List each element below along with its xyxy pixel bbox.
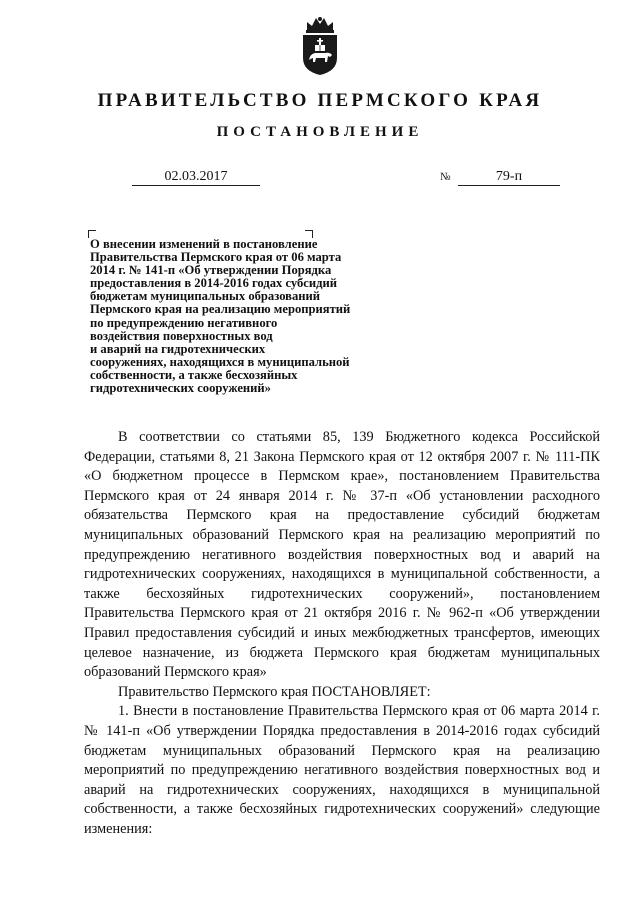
subject-line: Пермского края на реализацию мероприятий xyxy=(90,302,351,317)
subject-line: Правительства Пермского края от 06 марта xyxy=(90,250,342,265)
subject-line: сооружениях, находящихся в муниципальной xyxy=(90,354,350,369)
preamble-paragraph: В соответствии со статьями 85, 139 Бюджетного кодекса Российской Федерации, статьями 8, 21 Закона Пермского края от 12 октября 2007 г. № 111-ПК «О бюджетном процессе в Пермском крае», постановлением Правительства Пермского края от 24 января 2014 г. № 37-п «Об установлении расходного обязательства Пермского края на предоставление субсидий бюджетам муниципальных образований Пермского края на реализацию мероприятий по предупреждению негативного воздействия поверхностных вод и аварий на гидротехнических сооружениях, находящихся в муниципальной собственности, а также бесхозяйных гидротехнических сооружений», постановлением Правительства Пермского края от 21 октября 2016 г. № 962-п «Об утверждении Правил предоставления субсидий и иных межбюджетных трансфертов, имеющих целевое назначение, из бюджета Пермского края бюджетам муниципальных образований Пермского края» xyxy=(84,429,600,681)
document-number: 79-п xyxy=(458,168,560,186)
document-type: ПОСТАНОВЛЕНИЕ xyxy=(216,124,424,140)
subject-line: предоставления в 2014-2016 годах субсидий xyxy=(90,276,338,291)
subject-line: по предупреждению негативного xyxy=(90,315,278,330)
government-title: ПРАВИТЕЛЬСТВО ПЕРМСКОГО КРАЯ xyxy=(97,90,543,111)
document-subject xyxy=(90,238,420,395)
subject-line: воздействия поверхностных вод xyxy=(90,328,273,343)
number-label: № xyxy=(440,171,451,183)
subject-line: и аварий на гидротехнических xyxy=(90,341,266,356)
subject-line: О внесении изменений в постановление xyxy=(90,237,318,251)
document-date: 02.03.2017 xyxy=(132,168,260,186)
resolves-paragraph: Правительство Пермского края ПОСТАНОВЛЯЕТ: xyxy=(118,683,431,700)
subject-line: собственности, а также бесхозяйных xyxy=(90,367,298,382)
subject-line: гидротехнических сооружений» xyxy=(90,381,271,396)
subject-line: 2014 г. № 141-п «Об утверждении Порядка xyxy=(90,263,332,278)
document-body xyxy=(84,428,600,839)
perm-krai-coat-of-arms-icon xyxy=(299,14,341,76)
item-1-paragraph: 1. Внести в постановление Правительства Пермского края от 06 марта 2014 г. № 141-п «Об утверждении Порядка предоставления в 2014-2016 годах субсидий бюджетам муниципальных образований Пермского края на реализацию мероприятий по предупреждению негативного воздействия поверхностных вод и аварий на гидротехнических сооружениях, находящихся в муниципальной собственности, а также бесхозяйных гидротехнических сооружений» следующие изменения: xyxy=(84,703,600,837)
subject-line: бюджетам муниципальных образований xyxy=(90,289,321,304)
